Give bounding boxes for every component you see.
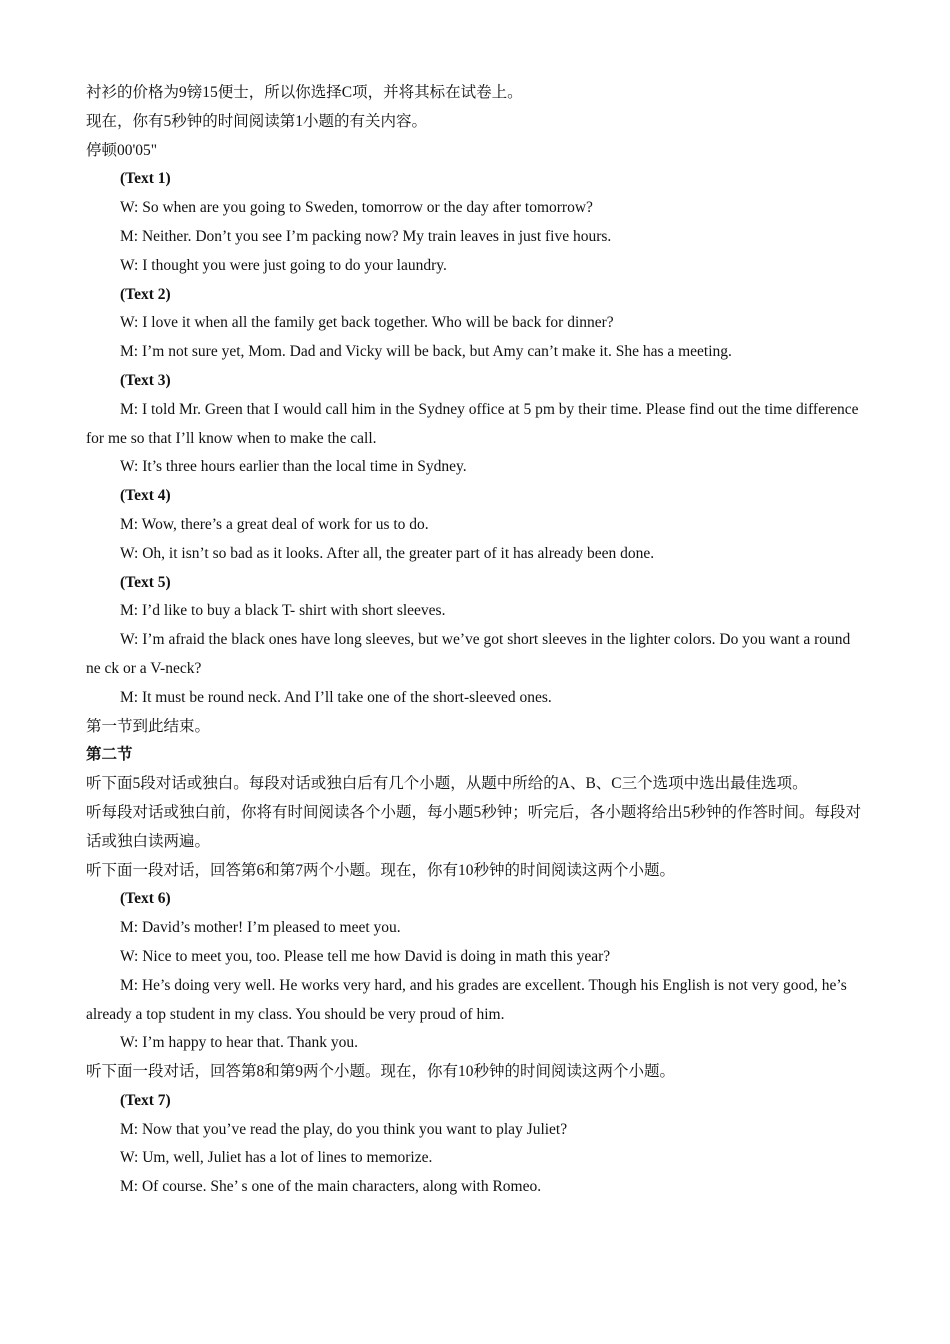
dialogue-line: W: It’s three hours earlier than the local time in Sydney.	[120, 458, 467, 476]
dialogue-line: M: I told Mr. Green that I would call him in the Sydney office at 5 pm by their time. Please find out the time difference for me so that I’ll know when to make the call.	[86, 400, 859, 447]
paragraph: 第一节到此结束。	[86, 717, 211, 735]
text-heading: (Text 6)	[120, 890, 171, 908]
paragraph: 听下面一段对话，回答第8和第9两个小题。现在，你有10秒钟的时间阅读这两个小题。	[86, 1063, 676, 1081]
text-heading: (Text 5)	[120, 573, 171, 591]
dialogue-line: M: Of course. She’ s one of the main characters, along with Romeo.	[120, 1178, 542, 1196]
dialogue-line: W: Nice to meet you, too. Please tell me how David is doing in math this year?	[120, 947, 611, 965]
dialogue-line: W: I love it when all the family get back together. Who will be back for dinner?	[120, 314, 614, 332]
text-heading: (Text 4)	[120, 487, 171, 505]
paragraph: 现在，你有5秒钟的时间阅读第1小题的有关内容。	[86, 112, 428, 130]
paragraph: 停顿00'05"	[86, 141, 158, 159]
text-heading: (Text 3)	[120, 371, 171, 389]
dialogue-line: M: Wow, there’s a great deal of work for us to do.	[120, 515, 429, 533]
dialogue-line: M: I’d like to buy a black T- shirt with short sleeves.	[120, 602, 446, 620]
dialogue-line: W: I thought you were just going to do your laundry.	[120, 256, 447, 274]
paragraph: 衬衫的价格为9镑15便士，所以你选择C项，并将其标在试卷上。	[86, 84, 523, 101]
dialogue-line: W: Um, well, Juliet has a lot of lines to memorize.	[120, 1149, 433, 1167]
dialogue-line: M: He’s doing very well. He works very hard, and his grades are excellent. Though his English is not very good, he’s already a top student in my class. You should be very proud of him.	[86, 976, 847, 1023]
text-heading: (Text 2)	[120, 285, 171, 303]
dialogue-line: M: It must be round neck. And I’ll take one of the short-sleeved ones.	[120, 688, 552, 706]
text-heading: (Text 7)	[120, 1091, 171, 1109]
document-page	[86, 79, 866, 1202]
dialogue-line: M: Neither. Don’t you see I’m packing now? My train leaves in just five hours.	[120, 227, 612, 245]
dialogue-line: W: I’m happy to hear that. Thank you.	[120, 1034, 359, 1052]
text-heading: (Text 1)	[120, 170, 171, 188]
paragraph: 听下面一段对话，回答第6和第7两个小题。现在，你有10秒钟的时间阅读这两个小题。	[86, 861, 676, 879]
section-heading: 第二节	[86, 746, 133, 764]
dialogue-line: M: David’s mother! I’m pleased to meet you.	[120, 919, 401, 937]
paragraph: 听下面5段对话或独白。每段对话或独白后有几个小题，从题中所给的A、B、C三个选项中选出最佳选项。	[86, 775, 808, 793]
dialogue-line: W: I’m afraid the black ones have long sleeves, but we’ve got short sleeves in the lighter colors. Do you want a round ne ck or a V-neck?	[86, 631, 851, 677]
dialogue-line: W: So when are you going to Sweden, tomorrow or the day after tomorrow?	[120, 199, 593, 217]
dialogue-line: W: Oh, it isn’t so bad as it looks. After all, the greater part of it has already been done.	[120, 544, 655, 562]
paragraph: 听每段对话或独白前，你将有时间阅读各个小题，每小题5秒钟；听完后，各小题将给出5秒钟的作答时间。每段对话或独白读两遍。	[86, 803, 862, 850]
dialogue-line: M: I’m not sure yet, Mom. Dad and Vicky will be back, but Amy can’t make it. She has a meeting.	[120, 343, 732, 361]
dialogue-line: M: Now that you’ve read the play, do you think you want to play Juliet?	[120, 1120, 568, 1138]
